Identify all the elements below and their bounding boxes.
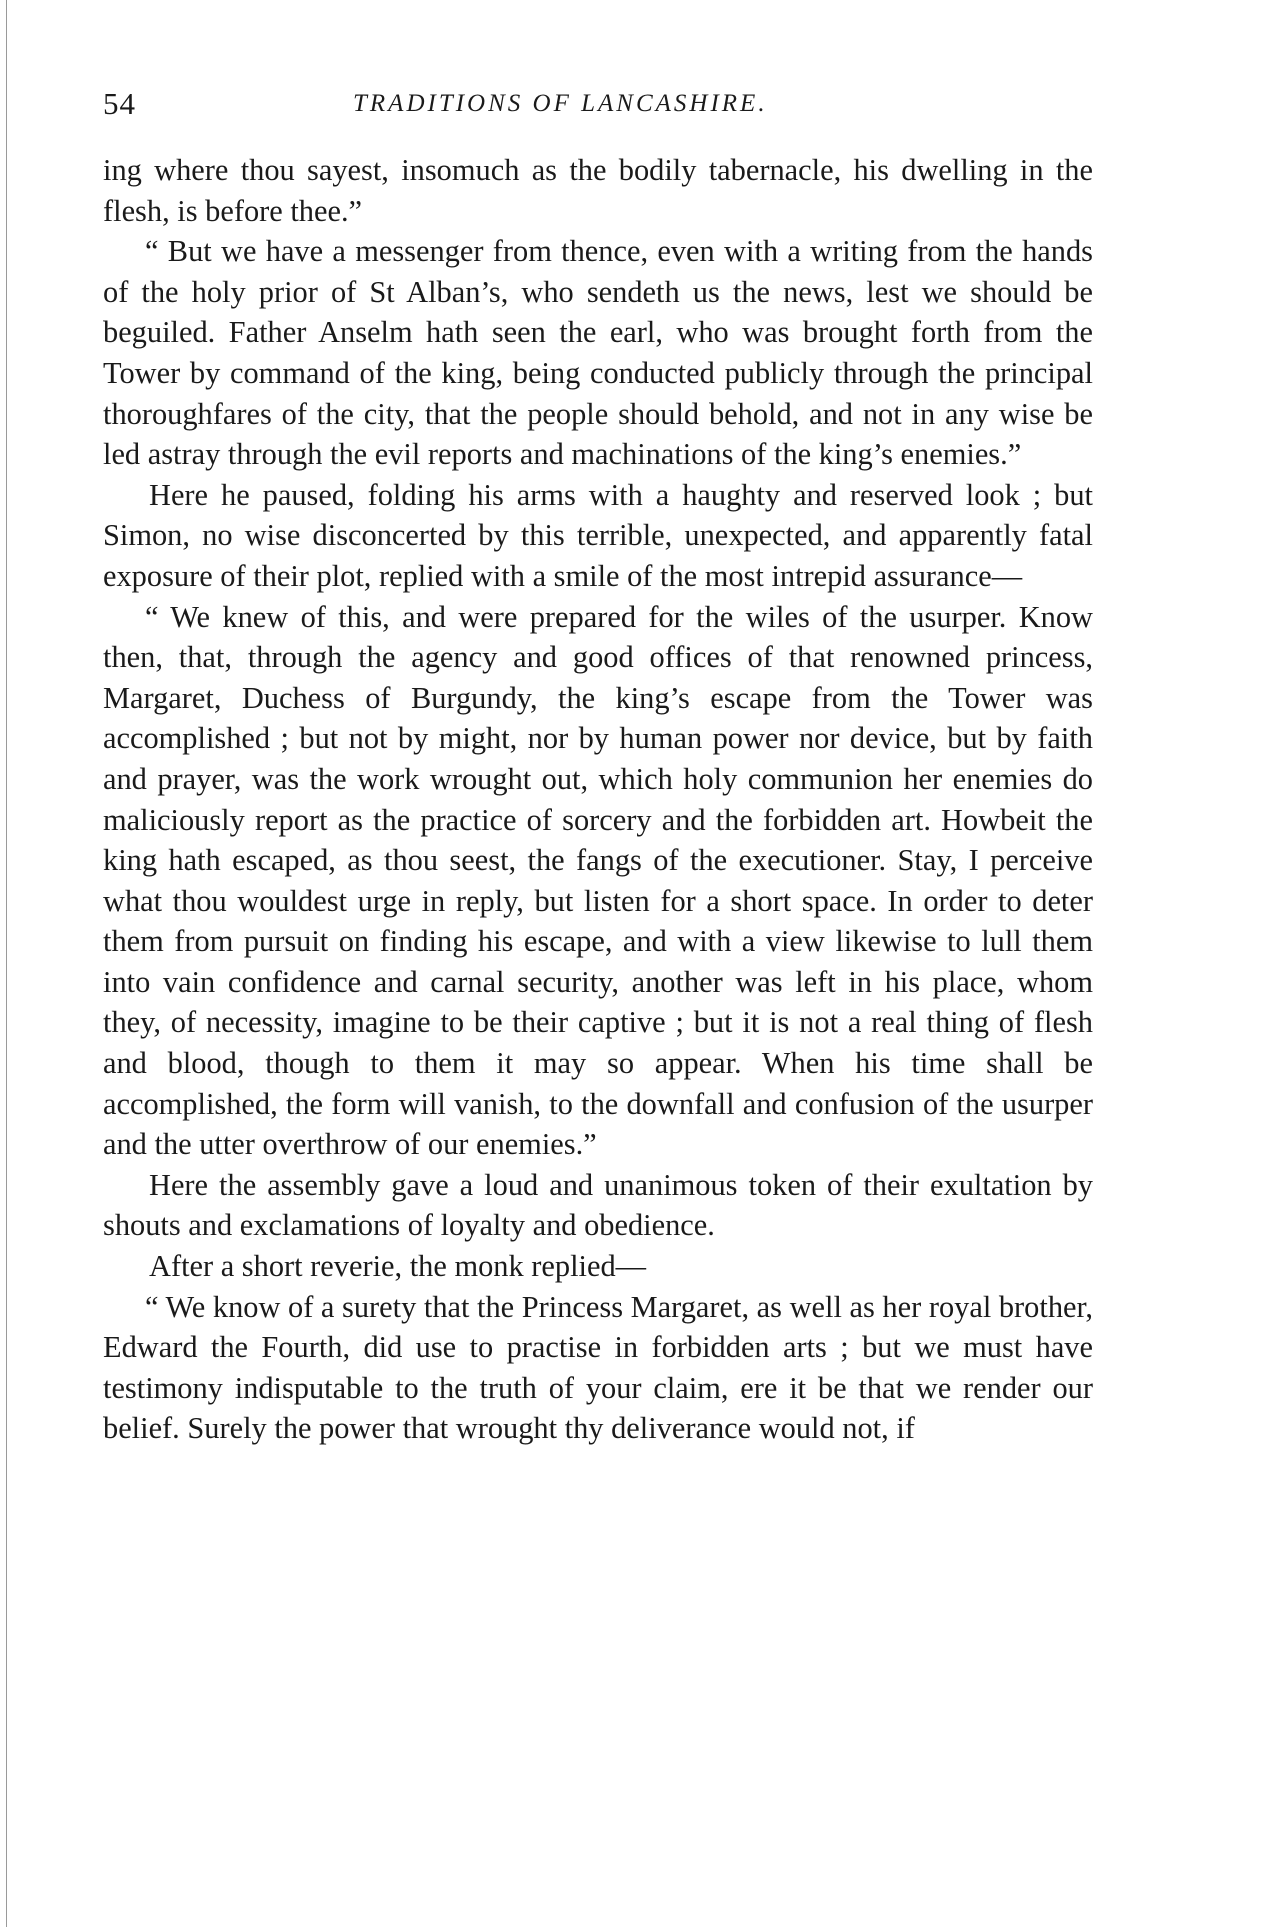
paragraph-continuation: ing where thou sayest, insomuch as the bodily tabernacle, his dwelling in the flesh, is before thee.” <box>103 153 1093 228</box>
body-text <box>103 150 1093 1449</box>
running-title: TRADITIONS OF LANCASHIRE. <box>353 90 768 117</box>
running-header <box>103 84 1093 124</box>
paragraph-narration: Here he paused, folding his arms with a haughty and reserved look ; but Simon, no wise disconcerted by this terrible, unexpected, and apparently fatal exposure of their plot, replied with a smile of the most intrepid assurance— <box>103 477 1093 593</box>
paragraph-simon-speech: “ We knew of this, and were prepared for the wiles of the usurper. Know then, that, through the agency and good offices of that renowned princess, Margaret, Duchess of Burgundy, the king’s escape from the Tower was accomplished ; but not by might, nor by human power nor device, but by faith and prayer, was the work wrought out, which holy communion her enemies do maliciously report as the practice of sorcery and the forbidden art. Howbeit the king hath escaped, as thou seest, the fangs of the executioner. Stay, I perceive what thou wouldest urge in reply, but listen for a short space. In order to deter them from pursuit on finding his escape, and with a view likewise to lull them into vain confidence and carnal security, another was left in his place, whom they, of necessity, imagine to be their captive ; but it is not a real thing of flesh and blood, though to them it may so appear. When his time shall be accomplished, the form will vanish, to the downfall and confusion of the usurper and the utter overthrow of our enemies.” <box>103 599 1093 1162</box>
paragraph-assembly: Here the assembly gave a loud and unanimous token of their exultation by shouts and exclamations of loyalty and obedience. <box>103 1167 1093 1243</box>
paragraph-monk-speech: “ But we have a messenger from thence, even with a writing from the hands of the holy prior of St Alban’s, who sendeth us the news, lest we should be beguiled. Father Anselm hath seen the earl, who was brought forth from the Tower by command of the king, being conducted publicly through the principal thoroughfares of the city, that the people should behold, and not in any wise be led astray through the evil reports and machinations of the king’s enemies.” <box>103 234 1093 472</box>
page-number: 54 <box>103 86 136 121</box>
paragraph-monk-reply: “ We know of a surety that the Princess Margaret, as well as her royal brother, Edward the Fourth, did use to practise in forbidden arts ; but we must have testimony indisputable to the truth of your claim, ere it be that we render our belief. Surely the power that wrought thy deliverance would not, if <box>103 1289 1093 1446</box>
paragraph-reverie: After a short reverie, the monk replied— <box>149 1249 647 1284</box>
page-edge-line <box>6 0 7 1927</box>
